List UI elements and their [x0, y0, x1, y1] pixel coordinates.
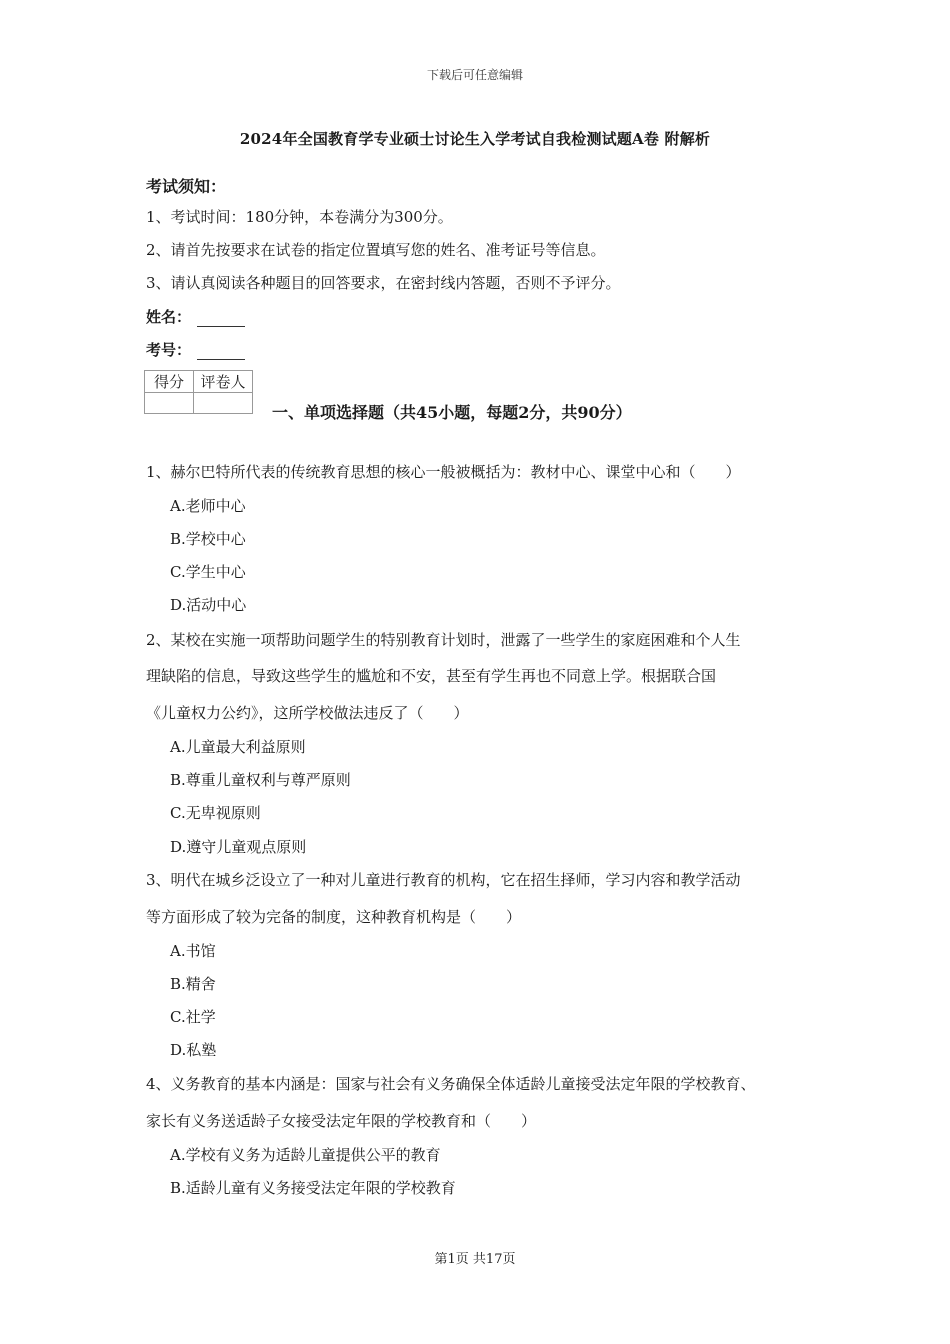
page-header: 下载后可任意编辑 [426, 68, 523, 82]
notice-item: 3、请认真阅读各种题目的回答要求，在密封线内答题，否则不予评分。 [146, 274, 621, 292]
question-4-option-a: A.学校有义务为适龄儿童提供公平的教育 [170, 1146, 441, 1164]
section-title: 一、单项选择题（共45小题，每题2分，共90分） [272, 403, 632, 422]
question-2-option-a: A.儿童最大利益原则 [170, 738, 306, 756]
question-1-option-a: A.老师中心 [170, 497, 246, 515]
grader-header: 评卷人 [194, 371, 253, 393]
question-3-text: 等方面形成了较为完备的制度，这种教育机构是（ ） [146, 908, 522, 926]
document-title: 2024年全国教育学专业硕士讨论生入学考试自我检测试题A卷 附解析 [239, 130, 711, 148]
question-3-option-c: C.社学 [170, 1008, 216, 1026]
question-3-option-d: D.私塾 [170, 1041, 217, 1059]
id-label: 考号： [146, 341, 192, 359]
question-4-text: 4、义务教育的基本内涵是：国家与社会有义务确保全体适龄儿童接受法定年限的学校教育、 [146, 1075, 756, 1093]
notice-heading: 考试须知： [146, 177, 227, 196]
name-label: 姓名： [146, 308, 192, 326]
question-2-option-c: C.无卑视原则 [170, 804, 261, 822]
question-1-text: 1、赫尔巴特所代表的传统教育思想的核心一般被概括为：教材中心、课堂中心和（ ） [146, 463, 741, 481]
name-blank[interactable] [197, 312, 245, 327]
page-footer: 第1页 共17页 [434, 1252, 516, 1267]
score-table [144, 370, 253, 414]
question-4-option-b: B.适龄儿童有义务接受法定年限的学校教育 [170, 1179, 456, 1197]
question-2-option-b: B.尊重儿童权利与尊严原则 [170, 771, 351, 789]
question-1-option-c: C.学生中心 [170, 563, 246, 581]
question-3-option-b: B.精舍 [170, 975, 216, 993]
notice-item: 1、考试时间：180分钟，本卷满分为300分。 [146, 208, 453, 226]
question-4-text: 家长有义务送适龄子女接受法定年限的学校教育和（ ） [146, 1112, 537, 1130]
question-1-option-b: B.学校中心 [170, 530, 246, 548]
id-blank[interactable] [197, 345, 245, 360]
question-1-option-d: D.活动中心 [170, 596, 247, 614]
question-3-option-a: A.书馆 [170, 942, 216, 960]
question-2-option-d: D.遵守儿童观点原则 [170, 838, 307, 856]
question-2-text: 理缺陷的信息，导致这些学生的尴尬和不安，甚至有学生再也不同意上学。根据联合国 [146, 667, 717, 685]
score-cell[interactable] [145, 393, 194, 414]
grader-cell[interactable] [194, 393, 253, 414]
notice-item: 2、请首先按要求在试卷的指定位置填写您的姓名、准考证号等信息。 [146, 241, 606, 259]
score-header: 得分 [145, 371, 194, 393]
question-3-text: 3、明代在城乡泛设立了一种对儿童进行教育的机构，它在招生择师，学习内容和教学活动 [146, 871, 741, 889]
question-2-text: 2、某校在实施一项帮助问题学生的特别教育计划时，泄露了一些学生的家庭困难和个人生 [146, 631, 741, 649]
name-field [146, 307, 245, 327]
id-field [146, 340, 245, 360]
question-2-text: 《儿童权力公约》，这所学校做法违反了（ ） [146, 704, 469, 722]
